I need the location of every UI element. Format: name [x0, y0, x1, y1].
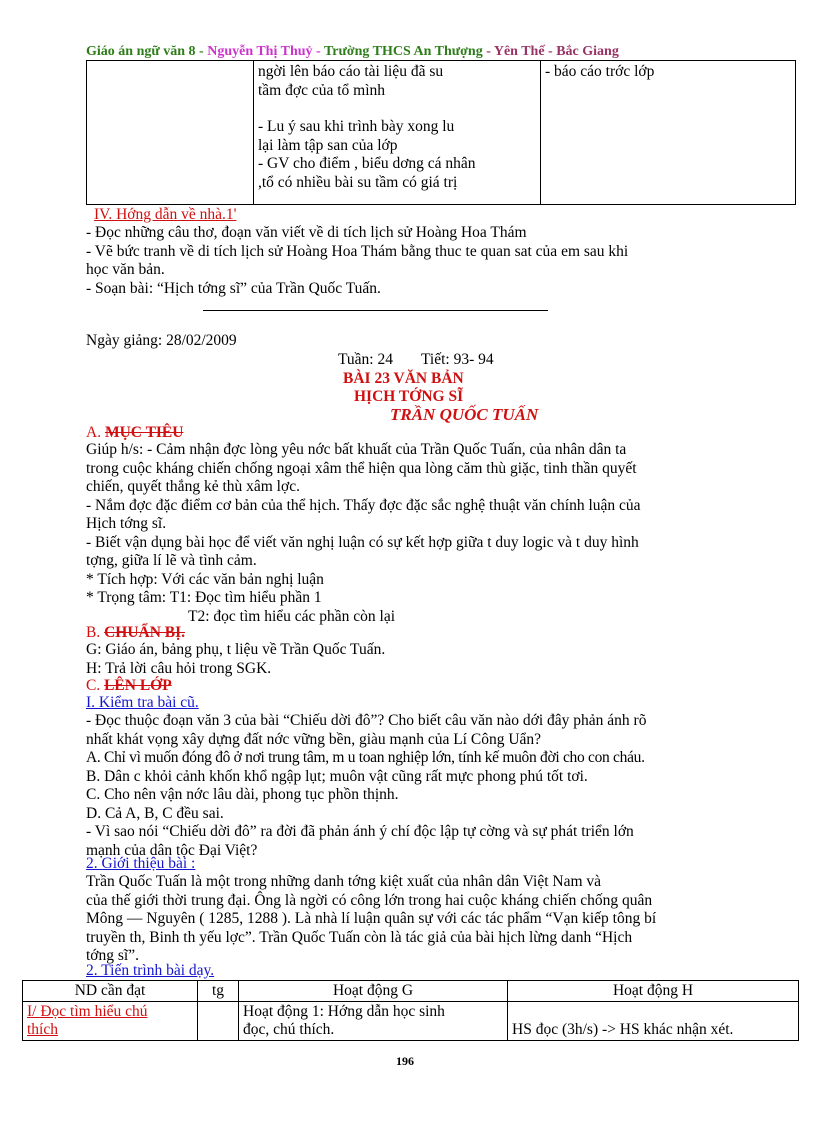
preparation-line: H: Trả lời câu hỏi trong SGK.	[86, 659, 272, 677]
objective-line: * Trọng tâm: T1: Đọc tìm hiểu phần 1	[86, 589, 322, 606]
table-cell-student: HS đọc (3h/s) -> HS khác nhận xét.	[508, 1002, 799, 1041]
intro-heading: 2. Giới thiệu bài :	[86, 855, 196, 872]
preparation-line: G: Giáo án, bảng phụ, t liệu về Trần Quốc Tuấn.	[86, 641, 386, 658]
section-iv-title	[94, 206, 236, 224]
table-header-cell: Hoạt động H	[508, 981, 799, 1002]
lesson-plan-table	[22, 980, 799, 1041]
table1-text-line: lại làm tập san của lớp	[258, 136, 398, 154]
section-c-heading	[86, 677, 172, 696]
lesson-text-title: HỊCH TỚNG SĨ	[354, 388, 464, 405]
section-c-intro	[86, 873, 656, 966]
section-iv-line: - Vẽ bức tranh về di tích lịch sử Hoàng Hoa Thám bằng thuc te quan sat của em sau khi	[86, 242, 629, 260]
cell-line: Hoạt động 1: Hớng dẫn học sinh	[243, 1003, 445, 1020]
section-c-title: LÊN LỚP	[104, 677, 172, 694]
review-line: nhất khát vọng xây dựng đất nớc vững bền, giàu mạnh của Lí Công Uẩn?	[86, 730, 542, 748]
header-school: Trường THCS An Thượng	[323, 44, 483, 59]
intro-line: Mông — Nguyên ( 1285, 1288 ). Là nhà lí luận quân sự với các tác phẩm “Vạn kiếp tông bí	[86, 910, 657, 927]
table-cell-time	[198, 1002, 239, 1041]
page-header	[86, 44, 619, 60]
table-cell-teacher	[239, 1002, 508, 1041]
intro-line: Trần Quốc Tuấn là một trong những danh tớng kiệt xuất của nhân dân Việt Nam và	[86, 873, 602, 890]
section-a-heading	[86, 424, 183, 443]
review-line: D. Cả A, B, C đều sai.	[86, 804, 224, 822]
table1-text-line: ngời lên báo cáo tài liệu đã su	[258, 63, 444, 80]
objective-line: - Biết vận dụng bài học để viết văn nghị luận có sự kết hợp giữa t duy logic và t duy hình	[86, 533, 639, 551]
week-period	[338, 351, 494, 370]
header-teacher: Nguyễn Thị Thuỷ -	[207, 44, 324, 59]
intro-line: truyền th, Binh th yếu lợc”. Trần Quốc Tuấn còn là tác giả của bài hịch lừng danh “Hịch	[86, 928, 633, 946]
table1-text-line: - GV cho điểm , biểu dơng cá nhân	[258, 155, 476, 172]
section-iv-line: - Soạn bài: “Hịch tớng sĩ” của Trần Quốc Tuấn.	[86, 279, 381, 297]
review-line: mạnh của dân tộc Đại Việt?	[86, 841, 258, 859]
objective-line: Hịch tớng sĩ.	[86, 515, 167, 532]
objective-line: trong cuộc kháng chiến chống ngoại xâm thể hiện qua lòng căm thù giặc, tinh thần quyết	[86, 459, 637, 477]
week-label: Tuần: 24	[338, 351, 393, 368]
section-b-label: B.	[86, 624, 105, 641]
table1-col2	[254, 61, 541, 205]
section-c-sub1	[86, 694, 199, 713]
review-line: - Vì sao nói “Chiếu dời đô” ra đời đã phản ánh ý chí độc lập tự cờng và sự phát triển lớn	[86, 823, 634, 840]
objective-line: * Tích hợp: Với các văn bản nghị luận	[86, 570, 324, 588]
review-line: - Đọc thuộc đoạn văn 3 của bài “Chiếu dời đô”? Cho biết câu văn nào dới đây phản ánh rõ	[86, 712, 647, 729]
table1-col3: - báo cáo trớc lớp	[541, 61, 796, 205]
section-a-title: MỤC TIÊU	[104, 424, 184, 441]
header-subject: Giáo án ngữ văn 8 -	[86, 44, 208, 59]
review-line: C. Cho nên vận nớc lâu dài, phong tục phồn thịnh.	[86, 786, 399, 803]
cell-line: đọc, chú thích.	[243, 1021, 335, 1038]
section-c-label: C.	[86, 677, 105, 694]
table1-col1	[87, 61, 254, 205]
section-a-body	[86, 441, 641, 626]
review-heading: I. Kiểm tra bài cũ.	[86, 694, 199, 711]
objective-line: - Nắm đợc đặc điểm cơ bản của thể hịch. Thấy đợc đặc sắc nghệ thuật văn chính luận của	[86, 496, 641, 514]
period-label: Tiết: 93- 94	[420, 351, 494, 368]
section-c-review	[86, 712, 646, 860]
section-b-heading	[86, 624, 185, 643]
section-iv-body	[86, 224, 628, 298]
table1-text-line: - Lu ý sau khi trình bày xong lu	[258, 118, 455, 135]
section-b-title: CHUẨN BỊ.	[104, 624, 186, 641]
section-iv-heading: IV. Hớng dẫn về nhà.1'	[94, 206, 237, 223]
intro-line: tớng sĩ”.	[86, 947, 139, 964]
objective-line: Giúp h/s: - Cảm nhận đợc lòng yêu nớc bất khuất của Trần Quốc Tuấn, của nhân dân ta	[86, 441, 627, 458]
page-number: 196	[396, 1054, 414, 1068]
lesson-title: BÀI 23 VĂN BẢN	[343, 370, 464, 387]
review-line: A. Chỉ vì muốn đóng đô ở nơi trung tâm, m u toan nghiệp lớn, tính kế muôn đời cho con cháu.	[86, 749, 645, 766]
teaching-date: Ngày giảng: 28/02/2009	[86, 332, 237, 349]
activity-table-continued	[86, 60, 796, 205]
section-c-sub3	[86, 962, 214, 981]
section-iv-line: học văn bản.	[86, 261, 165, 278]
table1-spacer	[258, 100, 536, 118]
cell-line: I/ Đọc tìm hiểu chú	[27, 1003, 148, 1020]
table1-text-line: ,tổ có nhiều bài su tầm có giá trị	[258, 173, 458, 191]
objective-line: tợng, giữa lí lẽ và tình cảm.	[86, 552, 257, 569]
table-header-cell: ND cần đạt	[23, 981, 198, 1002]
section-b-body	[86, 641, 385, 678]
section-iv-line: - Đọc những câu thơ, đoạn văn viết về di tích lịch sử Hoàng Hoa Thám	[86, 224, 527, 241]
divider-line	[203, 310, 548, 311]
table1-text-line: tầm đợc của tổ mình	[258, 81, 385, 99]
intro-line: của thế giới thời trung đại. Ông là ngời có công lớn trong hai cuộc kháng chiến chống quân	[86, 891, 653, 909]
table-cell-content	[23, 1002, 198, 1041]
table-header-row	[23, 981, 799, 1002]
table-header-cell: Hoạt động G	[239, 981, 508, 1002]
section-c-sub2	[86, 855, 195, 874]
objective-line: chiến, quyết thắng kẻ thù xâm lợc.	[86, 478, 300, 495]
table-row	[23, 1002, 799, 1041]
table-header-cell: tg	[198, 981, 239, 1002]
procedure-heading: 2. Tiến trình bài dạy.	[86, 962, 215, 979]
objective-line-t2: T2: đọc tìm hiểu các phần còn lại	[188, 607, 396, 625]
review-line: B. Dân c khỏi cảnh khốn khổ ngập lụt; muôn vật cũng rất mực phong phú tốt tơi.	[86, 767, 588, 785]
lesson-author: TRẦN QUỐC TUẤN	[390, 405, 539, 424]
cell-line: thích	[27, 1021, 58, 1038]
header-location: - Yên Thế - Bắc Giang	[482, 44, 619, 59]
section-a-label: A.	[86, 424, 105, 441]
